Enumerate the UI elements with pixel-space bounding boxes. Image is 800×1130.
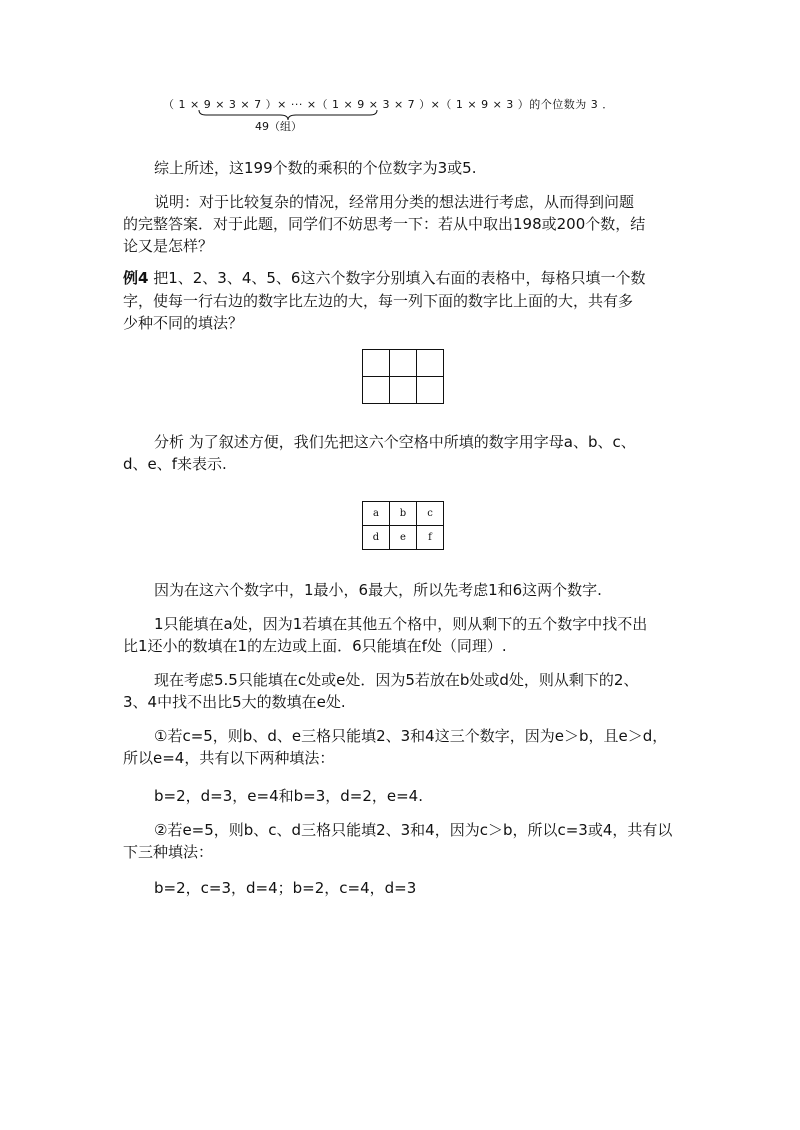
grid-cell — [417, 377, 444, 404]
case2-line-2: 下三种填法： — [123, 843, 214, 861]
one-position-line-2: 比1还小的数填在1的左边或上面．6只能填在f处（同理）. — [123, 637, 507, 655]
grid-row — [363, 526, 444, 550]
grid-cell — [390, 377, 417, 404]
grid-cell — [390, 350, 417, 377]
empty-number-grid — [362, 349, 444, 404]
case1-line-1: ①若c=5，则b、d、e三格只能填2、3和4这三个数字，因为e＞b，且e＞d， — [154, 727, 668, 745]
grid-cell — [363, 350, 390, 377]
example-text-line-3: 少种不同的填法？ — [123, 314, 244, 332]
group-count-label: 49（组） — [255, 120, 302, 133]
conclusion-text: 综上所述，这199个数的乘积的个位数字为3或5. — [154, 159, 477, 177]
grid-row — [363, 350, 444, 377]
grid-cell: a — [363, 502, 390, 526]
note-text-line-1: 说明：对于比较复杂的情况，经常用分类的想法进行考虑，从而得到问题 — [154, 193, 635, 211]
grid-cell: d — [363, 526, 390, 550]
case2-line-1: ②若e=5，则b、c、d三格只能填2、3和4，因为c＞b，所以c=3或4，共有以 — [154, 821, 673, 839]
grid-row — [363, 377, 444, 404]
five-position-line-2: 3、4中找不出比5大的数填在e处. — [123, 693, 346, 711]
five-position-line-1: 现在考虑5.5只能填在c处或e处．因为5若放在b处或d处，则从剩下的2、 — [154, 671, 639, 689]
case1-line-2: 所以e=4，共有以下两种填法： — [123, 749, 335, 767]
note-text-line-3: 论又是怎样？ — [123, 237, 214, 255]
grid-cell: b — [390, 502, 417, 526]
grid-cell: c — [417, 502, 444, 526]
note-text-line-2: 的完整答案．对于此题，同学们不妨思考一下：若从中取出198或200个数，结 — [123, 215, 646, 233]
grid-cell: f — [417, 526, 444, 550]
grid-cell: e — [390, 526, 417, 550]
one-position-line-1: 1只能填在a处，因为1若填在其他五个格中，则从剩下的五个数字中找不出 — [154, 615, 648, 633]
example-text-line-2: 字，使每一行右边的数字比左边的大，每一列下面的数字比上面的大，共有多 — [123, 292, 634, 310]
product-formula: （ 1 × 9 × 3 × 7 ）× ··· ×（ 1 × 9 × 3 × 7 ）×（ 1 × 9 × 3 ）的个位数为 3 ． — [163, 98, 614, 111]
case2-result: b=2，c=3，d=4；b=2，c=4，d=3 — [154, 879, 417, 897]
reason-text: 因为在这六个数字中，1最小，6最大，所以先考虑1和6这两个数字. — [154, 581, 602, 599]
analysis-text-line-2: d、e、f来表示. — [123, 455, 227, 473]
example-line-1 — [123, 268, 645, 288]
example-text-line-1: 把1、2、3、4、5、6这六个数字分别填入右面的表格中，每格只填一个数 — [153, 269, 646, 287]
grid-cell — [417, 350, 444, 377]
grid-cell — [363, 377, 390, 404]
grid-row — [363, 502, 444, 526]
letter-grid — [362, 501, 444, 550]
case1-result: b=2，d=3，e=4和b=3，d=2，e=4. — [154, 787, 423, 805]
example-label: 例4 — [123, 269, 149, 287]
analysis-text-line-1: 分析 为了叙述方便，我们先把这六个空格中所填的数字用字母a、b、c、 — [154, 433, 636, 451]
